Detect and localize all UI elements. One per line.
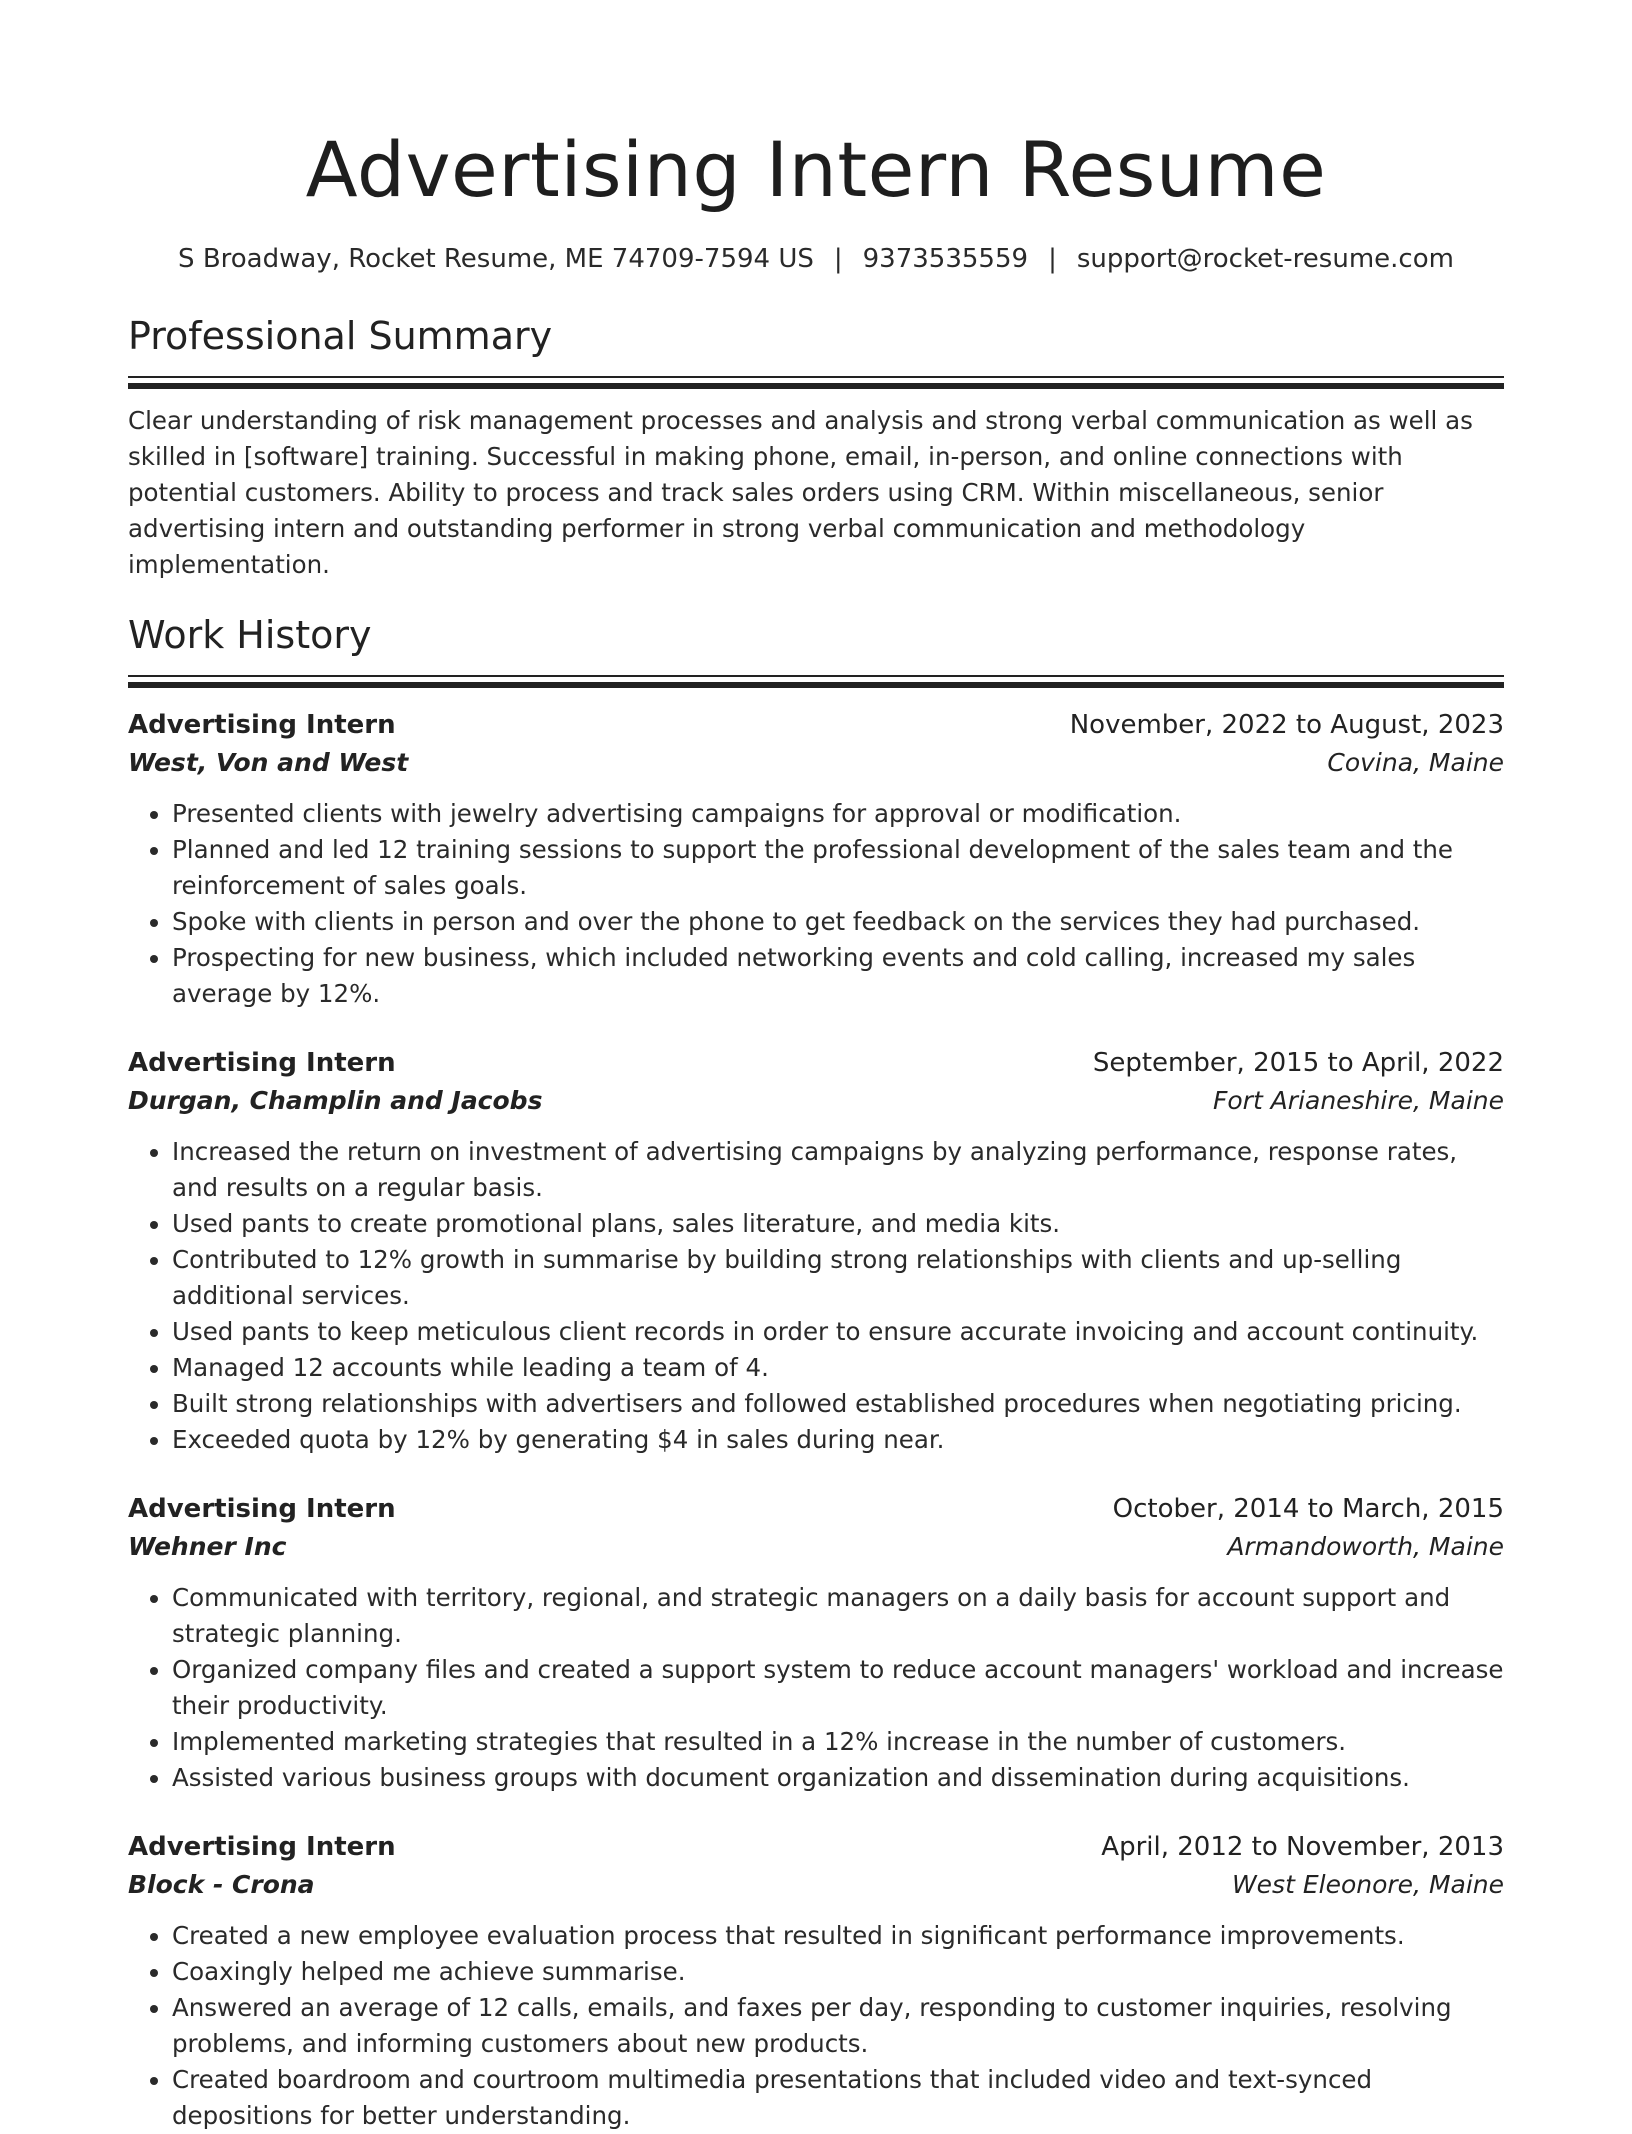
job-bullet: • Created a new employee evaluation process that resulted in significant performance improvements. [172, 1918, 1504, 1954]
section-divider [128, 376, 1504, 389]
job-location: West Eleonore, Maine [1231, 1870, 1504, 1899]
job-bullet: • Communicated with territory, regional, and strategic managers on a daily basis for account support and strategic planning. [172, 1580, 1504, 1652]
job-company: Block - Crona [128, 1870, 315, 1899]
job-bullet: • Prospecting for new business, which included networking events and cold calling, increased my sales average by 12%. [172, 940, 1504, 1012]
job-bullet: • Organized company files and created a support system to reduce account managers' workload and increase their productivity. [172, 1652, 1504, 1724]
job-bullet: • Used pants to create promotional plans, sales literature, and media kits. [172, 1206, 1504, 1242]
job-bullet: • Assisted various business groups with document organization and dissemination during acquisitions. [172, 1760, 1504, 1796]
email: support@rocket-resume.com [1076, 244, 1454, 274]
job-title: Advertising Intern [128, 1832, 396, 1862]
job-dates: September, 2015 to April, 2022 [1092, 1048, 1504, 1078]
job-dates: April, 2012 to November, 2013 [1101, 1832, 1504, 1862]
job-employer-row [128, 1528, 1504, 1566]
job-bullets [128, 1134, 1504, 1458]
job-company: Wehner Inc [128, 1532, 287, 1561]
job-entry [128, 1828, 1504, 2134]
job-bullet: • Created boardroom and courtroom multimedia presentations that included video and text-synced depositions for better understanding. [172, 2062, 1504, 2134]
summary-section [128, 310, 1504, 583]
job-location: Covina, Maine [1327, 748, 1504, 777]
job-bullet: • Presented clients with jewelry advertising campaigns for approval or modification. [172, 796, 1504, 832]
job-bullets [128, 1580, 1504, 1796]
job-employer-row [128, 744, 1504, 782]
job-entry [128, 706, 1504, 1012]
job-bullet: • Managed 12 accounts while leading a team of 4. [172, 1350, 1504, 1386]
phone: 9373535559 [862, 244, 1029, 274]
section-divider [128, 675, 1504, 688]
job-header-row [128, 706, 1504, 744]
section-title-summary: Professional Summary [128, 314, 553, 358]
job-bullet: • Planned and led 12 training sessions to support the professional development of the sales team and the reinforcement of sales goals. [172, 832, 1504, 904]
job-bullet: • Increased the return on investment of advertising campaigns by analyzing performance, response rates, and results on a regular basis. [172, 1134, 1504, 1206]
job-dates: October, 2014 to March, 2015 [1112, 1494, 1504, 1524]
job-header-row [128, 1828, 1504, 1866]
job-bullet: • Used pants to keep meticulous client records in order to ensure accurate invoicing and account continuity. [172, 1314, 1504, 1350]
job-title: Advertising Intern [128, 710, 396, 740]
section-title-work-history: Work History [128, 613, 372, 657]
job-bullet: • Answered an average of 12 calls, emails, and faxes per day, responding to customer inquiries, resolving problems, and informing customers about new products. [172, 1990, 1504, 2062]
job-entry [128, 1490, 1504, 1796]
summary-text: Clear understanding of risk management processes and analysis and strong verbal communication as well as skilled in [software] training. Successful in making phone, email, in-person, and online connections with potential customers. Ability to process and track sales orders using CRM. Within miscellaneous, senior advertising intern and outstanding performer in strong verbal communication and methodology implementation. [128, 406, 1473, 579]
address: S Broadway, Rocket Resume, ME 74709-7594 US [178, 244, 814, 274]
job-bullets [128, 1918, 1504, 2134]
job-company: West, Von and West [128, 748, 409, 777]
job-bullet: • Implemented marketing strategies that resulted in a 12% increase in the number of customers. [172, 1724, 1504, 1760]
job-entry [128, 1044, 1504, 1458]
contact-separator: | [1048, 244, 1057, 274]
contact-line [128, 242, 1504, 276]
job-bullet: • Spoke with clients in person and over the phone to get feedback on the services they had purchased. [172, 904, 1504, 940]
job-header-row [128, 1044, 1504, 1082]
job-bullet: • Built strong relationships with advertisers and followed established procedures when negotiating pricing. [172, 1386, 1504, 1422]
job-title: Advertising Intern [128, 1494, 396, 1524]
contact-separator: | [833, 244, 843, 274]
resume-title: Advertising Intern Resume [305, 125, 1327, 214]
job-employer-row [128, 1082, 1504, 1120]
job-bullets [128, 796, 1504, 1012]
job-location: Fort Arianeshire, Maine [1212, 1086, 1504, 1115]
job-bullet: • Coaxingly helped me achieve summarise. [172, 1954, 1504, 1990]
job-company: Durgan, Champlin and Jacobs [128, 1086, 543, 1115]
work-history-section [128, 609, 1504, 2134]
job-dates: November, 2022 to August, 2023 [1069, 710, 1504, 740]
job-bullet: • Contributed to 12% growth in summarise by building strong relationships with clients and up-selling additional services. [172, 1242, 1504, 1314]
job-list [128, 706, 1504, 2134]
job-location: Armandoworth, Maine [1227, 1532, 1504, 1561]
job-employer-row [128, 1866, 1504, 1904]
job-title: Advertising Intern [128, 1048, 396, 1078]
job-bullet: • Exceeded quota by 12% by generating $4 in sales during near. [172, 1422, 1504, 1458]
job-header-row [128, 1490, 1504, 1528]
